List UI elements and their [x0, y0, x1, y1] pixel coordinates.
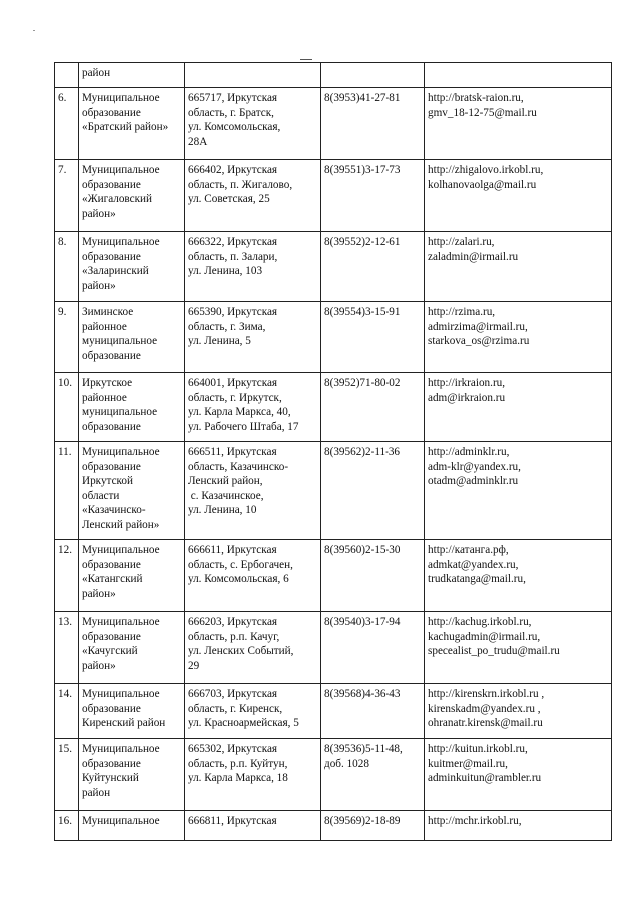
table-row	[55, 442, 612, 540]
entity-name-cell	[79, 612, 185, 684]
address-line: ул. Карла Маркса, 18	[188, 772, 288, 785]
contact-line: adm-klr@yandex.ru,	[428, 460, 521, 473]
address-line: 666511, Иркутская	[188, 446, 277, 458]
entity-name-cell	[79, 63, 185, 88]
name-line: муниципальное	[82, 406, 158, 419]
row-number: 7.	[55, 160, 79, 232]
name-line: образование	[82, 250, 141, 263]
table-row	[55, 684, 612, 739]
entity-name-cell	[79, 684, 185, 739]
phone-cell	[321, 540, 425, 612]
phone-cell	[321, 302, 425, 373]
contacts-cell	[425, 540, 612, 612]
address-line: область, с. Ербогачен,	[188, 558, 293, 571]
contact-line: gmv_18-12-75@mail.ru	[428, 106, 537, 119]
name-line: Муниципальное	[82, 92, 160, 104]
address-cell	[185, 540, 321, 612]
address-line: область, г. Киренск,	[188, 702, 283, 715]
contact-line: http://катанга.рф,	[428, 544, 509, 556]
municipal-contacts-table	[54, 62, 612, 841]
table-row	[55, 232, 612, 302]
phone-line: 8(39562)2-11-36	[324, 446, 401, 458]
phone-line: 8(3953)41-27-81	[324, 92, 401, 104]
name-line: районное	[82, 320, 127, 333]
phone-line: 8(39554)3-15-91	[324, 306, 401, 318]
contact-line: http://bratsk-raion.ru,	[428, 92, 524, 104]
phone-cell	[321, 160, 425, 232]
address-line: 29	[188, 659, 200, 672]
name-line: образование	[82, 349, 141, 362]
address-line: 664001, Иркутская	[188, 377, 278, 389]
address-line: 666811, Иркутская	[188, 815, 277, 827]
phone-line: 8(39552)2-12-61	[324, 236, 401, 248]
name-line: образование	[82, 420, 141, 433]
address-cell	[185, 684, 321, 739]
address-line: область, г. Братск,	[188, 106, 274, 119]
name-line: Иркутской	[82, 475, 133, 488]
row-number: 15.	[55, 739, 79, 811]
address-line: ул. Ленина, 5	[188, 335, 251, 348]
name-line: районное	[82, 391, 127, 404]
contact-line: zaladmin@irmail.ru	[428, 250, 519, 263]
entity-name-cell	[79, 373, 185, 442]
name-line: «Казачинско-	[82, 504, 146, 517]
phone-cell	[321, 232, 425, 302]
contact-line: http://kirenskrn.irkobl.ru ,	[428, 688, 545, 700]
phone-cell	[321, 63, 425, 88]
name-line: Муниципальное	[82, 616, 160, 628]
table-row	[55, 160, 612, 232]
name-line: Муниципальное	[82, 236, 160, 248]
phone-line: 8(39551)3-17-73	[324, 164, 401, 176]
contacts-cell	[425, 811, 612, 841]
address-line: ул. Карла Маркса, 40,	[188, 406, 291, 419]
address-cell	[185, 302, 321, 373]
name-line: Куйтунский	[82, 772, 139, 785]
address-line: 666203, Иркутская	[188, 616, 278, 628]
name-line: муниципальное	[82, 335, 158, 348]
table-row	[55, 612, 612, 684]
address-line: 666322, Иркутская	[188, 236, 278, 248]
scan-speck	[33, 30, 35, 31]
contact-line: http://zhigalovo.irkobl.ru,	[428, 164, 544, 176]
page-top-dash	[300, 59, 312, 60]
contact-line: http://kachug.irkobl.ru,	[428, 616, 532, 628]
contacts-cell	[425, 684, 612, 739]
contact-line: specealist_po_trudu@mail.ru	[428, 645, 560, 658]
name-line: образование	[82, 106, 141, 119]
name-line: район»	[82, 279, 116, 292]
name-line: «Братский район»	[82, 121, 169, 134]
address-line: ул. Ленина, 10	[188, 504, 257, 517]
contact-line: adm@irkraion.ru	[428, 391, 506, 404]
address-line: 665302, Иркутская	[188, 743, 278, 755]
phone-cell	[321, 811, 425, 841]
entity-name-cell	[79, 302, 185, 373]
row-number: 13.	[55, 612, 79, 684]
phone-line: доб. 1028	[324, 757, 369, 770]
row-number: 11.	[55, 442, 79, 540]
phone-line: 8(3952)71-80-02	[324, 377, 401, 389]
contact-line: kachugadmin@irmail.ru,	[428, 630, 541, 643]
entity-name-cell	[79, 88, 185, 160]
name-line: «Заларинский	[82, 265, 149, 278]
address-line: 665390, Иркутская	[188, 306, 278, 318]
name-line: Иркутское	[82, 377, 133, 389]
phone-line: 8(39568)4-36-43	[324, 688, 401, 700]
phone-line: 8(39540)3-17-94	[324, 616, 401, 628]
address-line: ул. Комсомольская,	[188, 121, 281, 134]
entity-name-cell	[79, 739, 185, 811]
name-line: образование	[82, 757, 141, 770]
address-line: область, р.п. Качуг,	[188, 630, 280, 643]
row-number: 10.	[55, 373, 79, 442]
contacts-cell	[425, 63, 612, 88]
entity-name-cell	[79, 540, 185, 612]
row-number: 6.	[55, 88, 79, 160]
address-line: ул. Рабочего Штаба, 17	[188, 420, 299, 433]
row-number: 9.	[55, 302, 79, 373]
phone-line: 8(39560)2-15-30	[324, 544, 401, 556]
name-line: образование	[82, 460, 141, 473]
address-line: 28А	[188, 135, 208, 148]
contacts-cell	[425, 232, 612, 302]
phone-cell	[321, 612, 425, 684]
address-cell	[185, 63, 321, 88]
contact-line: http://irkraion.ru,	[428, 377, 506, 389]
name-line: район»	[82, 587, 116, 600]
address-line: область, п. Залари,	[188, 250, 278, 263]
address-line: область, г. Зима,	[188, 320, 266, 333]
contact-line: starkova_os@rzima.ru	[428, 335, 530, 348]
name-line: Муниципальное	[82, 544, 160, 556]
address-cell	[185, 739, 321, 811]
name-line: район»	[82, 207, 116, 220]
entity-name-cell	[79, 811, 185, 841]
table-body	[55, 63, 612, 841]
name-line: район	[82, 786, 111, 799]
phone-cell	[321, 739, 425, 811]
address-line: область, Казачинско-	[188, 460, 289, 473]
address-line: ул. Красноармейская, 5	[188, 717, 299, 730]
address-cell	[185, 373, 321, 442]
address-line: ул. Советская, 25	[188, 193, 270, 206]
contact-line: http://zalari.ru,	[428, 236, 495, 248]
name-line: «Жигаловский	[82, 193, 153, 206]
row-number: 14.	[55, 684, 79, 739]
contact-line: http://rzima.ru,	[428, 306, 496, 318]
contact-line: adminkuitun@rambler.ru	[428, 772, 542, 785]
contacts-cell	[425, 302, 612, 373]
address-line: 666611, Иркутская	[188, 544, 277, 556]
contact-line: admirzima@irmail.ru,	[428, 320, 528, 333]
row-number	[55, 63, 79, 88]
address-cell	[185, 160, 321, 232]
table-row	[55, 811, 612, 841]
row-number: 16.	[55, 811, 79, 841]
table-row	[55, 540, 612, 612]
contact-line: trudkatanga@mail.ru,	[428, 573, 526, 586]
name-line: Муниципальное	[82, 815, 160, 827]
contacts-cell	[425, 612, 612, 684]
table-row	[55, 739, 612, 811]
address-line: 666703, Иркутская	[188, 688, 278, 700]
contacts-cell	[425, 373, 612, 442]
entity-name-cell	[79, 442, 185, 540]
address-line: Ленский район,	[188, 475, 263, 488]
name-line: образование	[82, 178, 141, 191]
contact-line: http://kuitun.irkobl.ru,	[428, 743, 528, 755]
contact-line: kirenskadm@yandex.ru ,	[428, 702, 541, 715]
address-line: ул. Ленских Событий,	[188, 645, 294, 658]
entity-name-cell	[79, 232, 185, 302]
row-number: 12.	[55, 540, 79, 612]
name-line: Ленский район»	[82, 518, 160, 531]
contacts-cell	[425, 160, 612, 232]
address-line: ул. Ленина, 103	[188, 265, 263, 278]
phone-line: 8(39569)2-18-89	[324, 815, 401, 827]
contacts-cell	[425, 739, 612, 811]
row-number: 8.	[55, 232, 79, 302]
address-cell	[185, 442, 321, 540]
name-line: Муниципальное	[82, 164, 160, 176]
address-cell	[185, 612, 321, 684]
name-line: Киренский район	[82, 717, 166, 730]
phone-cell	[321, 442, 425, 540]
address-cell	[185, 88, 321, 160]
address-line: область, р.п. Куйтун,	[188, 757, 288, 770]
table-row	[55, 88, 612, 160]
table-row	[55, 302, 612, 373]
name-line: Муниципальное	[82, 688, 160, 700]
contacts-cell	[425, 442, 612, 540]
entity-name-cell	[79, 160, 185, 232]
name-line: образование	[82, 702, 141, 715]
contact-line: kuitmer@mail.ru,	[428, 757, 508, 770]
table-row	[55, 373, 612, 442]
name-line: области	[82, 489, 120, 502]
contact-line: http://mchr.irkobl.ru,	[428, 815, 522, 827]
address-line: ул. Комсомольская, 6	[188, 573, 289, 586]
phone-cell	[321, 684, 425, 739]
contact-line: ohranatr.kirensk@mail.ru	[428, 717, 543, 730]
name-line: Муниципальное	[82, 446, 160, 458]
address-line: 666402, Иркутская	[188, 164, 278, 176]
name-line: «Катангский	[82, 573, 143, 586]
phone-cell	[321, 88, 425, 160]
name-line: район	[82, 67, 111, 79]
name-line: Муниципальное	[82, 743, 160, 755]
name-line: Зиминское	[82, 306, 134, 318]
name-line: образование	[82, 558, 141, 571]
address-cell	[185, 232, 321, 302]
address-line: область, п. Жигалово,	[188, 178, 293, 191]
address-line: область, г. Иркутск,	[188, 391, 282, 404]
name-line: образование	[82, 630, 141, 643]
phone-cell	[321, 373, 425, 442]
table-row	[55, 63, 612, 88]
name-line: район»	[82, 659, 116, 672]
address-line: 665717, Иркутская	[188, 92, 278, 104]
contacts-cell	[425, 88, 612, 160]
contact-line: kolhanovaolga@mail.ru	[428, 178, 537, 191]
address-cell	[185, 811, 321, 841]
contact-line: admkat@yandex.ru,	[428, 558, 519, 571]
name-line: «Качугский	[82, 645, 138, 658]
address-line: с. Казачинское,	[188, 489, 264, 502]
contact-line: otadm@adminklr.ru	[428, 475, 519, 488]
phone-line: 8(39536)5-11-48,	[324, 743, 403, 755]
contact-line: http://adminklr.ru,	[428, 446, 510, 458]
